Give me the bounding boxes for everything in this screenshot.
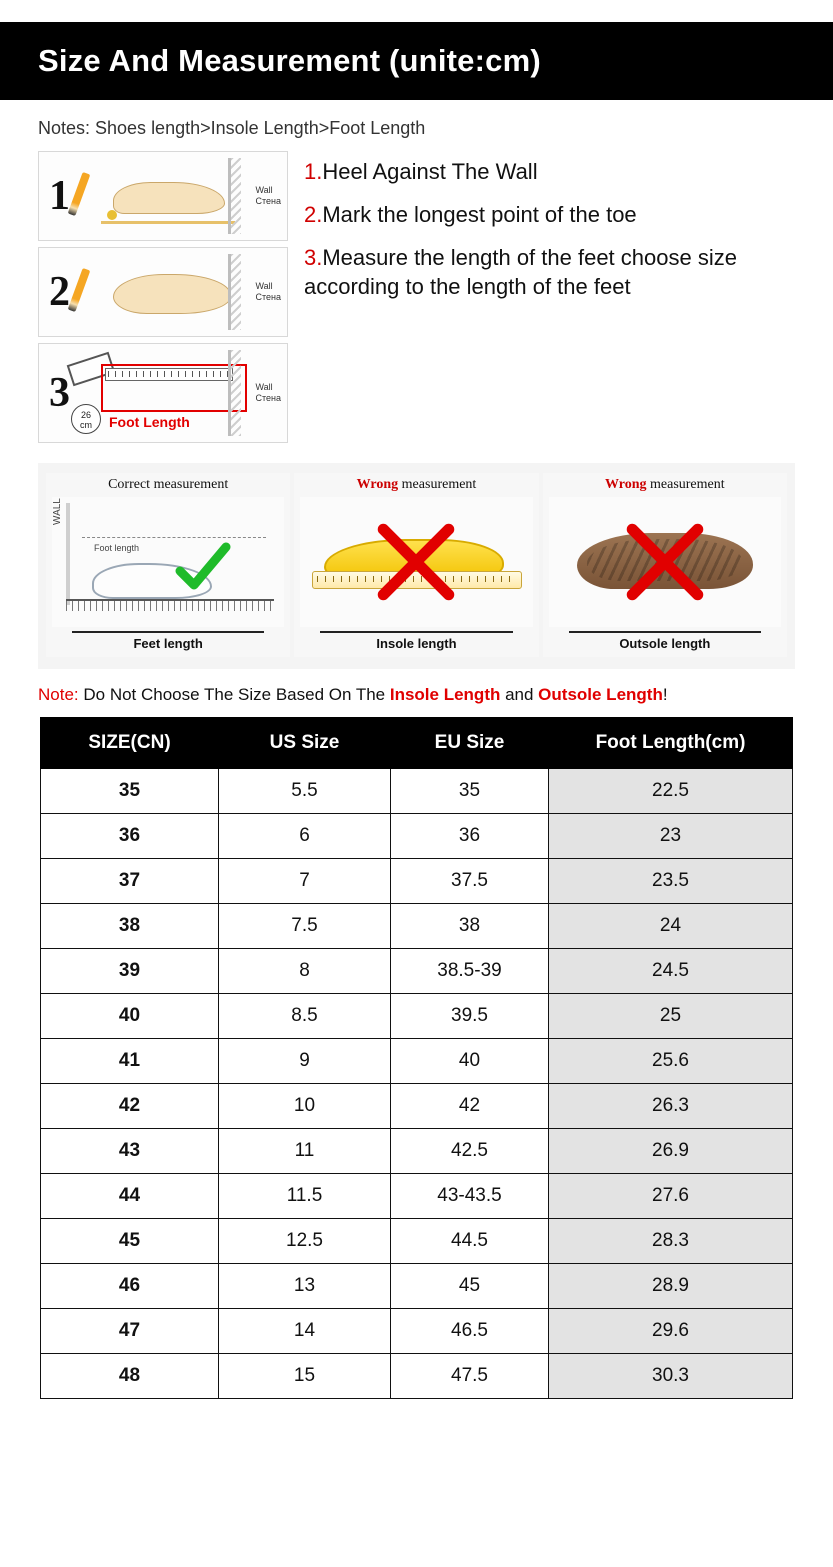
cell-foot-length: 24.5	[549, 949, 793, 994]
note-emphasis-insole: Insole Length	[389, 685, 501, 704]
measurement-comparison	[38, 463, 795, 669]
cell-us-size: 11	[219, 1129, 391, 1174]
comparison-title-prefix: Correct	[108, 477, 151, 492]
wall-text-3	[255, 382, 281, 404]
wall-graphic	[66, 503, 70, 605]
cell-eu-size: 47.5	[391, 1354, 549, 1399]
table-row	[41, 814, 793, 859]
comparison-title-prefix: Wrong	[356, 477, 399, 492]
step-2-text: Mark the longest point of the toe	[322, 202, 637, 228]
cell-eu-size: 45	[391, 1264, 549, 1309]
step-figure-1	[38, 151, 288, 241]
cell-us-size: 12.5	[219, 1219, 391, 1264]
cell-eu-size: 43-43.5	[391, 1174, 549, 1219]
column-header-eu-size: EU Size	[391, 718, 549, 769]
step-figure-3-number: 3	[49, 370, 70, 416]
table-row	[41, 1039, 793, 1084]
wall-label-ru: Стена	[255, 196, 281, 206]
comparison-title-outsole	[549, 477, 781, 493]
comparison-title-correct	[52, 477, 284, 493]
step-1-text: Heel Against The Wall	[322, 159, 538, 184]
cell-size-cn: 40	[41, 994, 219, 1039]
comparison-card-correct	[46, 473, 290, 657]
wall-graphic	[228, 350, 231, 436]
table-row	[41, 949, 793, 994]
cell-eu-size: 37.5	[391, 859, 549, 904]
step-figure-3	[38, 343, 288, 443]
wall-text-1	[255, 185, 281, 207]
cell-us-size: 7	[219, 859, 391, 904]
step-2-number: 2.	[304, 202, 323, 228]
step-1-number: 1.	[304, 159, 323, 184]
comparison-title-insole	[300, 477, 532, 493]
cell-foot-length: 28.9	[549, 1264, 793, 1309]
cell-us-size: 7.5	[219, 904, 391, 949]
cell-size-cn: 43	[41, 1129, 219, 1174]
cell-eu-size: 38	[391, 904, 549, 949]
cell-size-cn: 37	[41, 859, 219, 904]
insole-measure-art	[300, 497, 532, 627]
cell-us-size: 15	[219, 1354, 391, 1399]
notes-line: Notes: Shoes length>Insole Length>Foot Length	[38, 118, 426, 138]
cell-foot-length: 26.9	[549, 1129, 793, 1174]
table-row	[41, 994, 793, 1039]
cell-size-cn: 44	[41, 1174, 219, 1219]
cell-foot-length: 23	[549, 814, 793, 859]
cell-size-cn: 38	[41, 904, 219, 949]
step-figures	[38, 151, 288, 449]
comparison-caption-feet: Feet length	[72, 631, 264, 651]
step-figure-1-number: 1	[49, 173, 70, 219]
table-header-row	[41, 718, 793, 769]
cell-us-size: 8.5	[219, 994, 391, 1039]
cell-eu-size: 42	[391, 1084, 549, 1129]
cell-eu-size: 38.5-39	[391, 949, 549, 994]
cell-size-cn: 45	[41, 1219, 219, 1264]
cell-us-size: 5.5	[219, 769, 391, 814]
cell-foot-length: 22.5	[549, 769, 793, 814]
heel-mark-icon	[107, 210, 117, 220]
cell-us-size: 14	[219, 1309, 391, 1354]
cell-us-size: 10	[219, 1084, 391, 1129]
table-body	[41, 769, 793, 1399]
cell-us-size: 9	[219, 1039, 391, 1084]
comparison-caption-outsole: Outsole length	[569, 631, 761, 651]
wall-label-en: Wall	[255, 185, 273, 196]
cell-us-size: 13	[219, 1264, 391, 1309]
cell-size-cn: 39	[41, 949, 219, 994]
table-row	[41, 1309, 793, 1354]
table-row	[41, 1264, 793, 1309]
measure-steps-section	[0, 151, 833, 449]
check-icon	[172, 539, 232, 599]
cell-eu-size: 36	[391, 814, 549, 859]
pencil-icon	[68, 172, 91, 216]
correct-measure-art	[52, 497, 284, 627]
size-table	[40, 717, 793, 1399]
table-row	[41, 859, 793, 904]
step-3	[304, 243, 807, 301]
cell-foot-length: 28.3	[549, 1219, 793, 1264]
wall-label-en: Wall	[255, 281, 273, 292]
wall-graphic	[228, 254, 231, 330]
table-row	[41, 1174, 793, 1219]
table-row	[41, 1219, 793, 1264]
foot-side-illustration	[113, 182, 225, 214]
note-emphasis-outsole: Outsole Length	[538, 685, 663, 704]
step-figure-2	[38, 247, 288, 337]
cell-eu-size: 44.5	[391, 1219, 549, 1264]
measurement-highlight-box	[101, 364, 247, 412]
comparison-caption-insole: Insole length	[320, 631, 512, 651]
header-bar	[0, 22, 833, 100]
note-suffix: !	[662, 685, 668, 704]
cell-eu-size: 42.5	[391, 1129, 549, 1174]
table-row	[41, 1129, 793, 1174]
cell-size-cn: 42	[41, 1084, 219, 1129]
cm-badge: 26 cm	[71, 404, 101, 434]
cell-eu-size: 35	[391, 769, 549, 814]
floor-line	[101, 221, 235, 224]
cell-size-cn: 35	[41, 769, 219, 814]
cell-foot-length: 29.6	[549, 1309, 793, 1354]
cell-size-cn: 48	[41, 1354, 219, 1399]
step-3-text: Measure the length of the feet choose size according to the length of the feet	[304, 245, 737, 300]
cell-us-size: 6	[219, 814, 391, 859]
table-row	[41, 904, 793, 949]
comparison-card-outsole	[543, 473, 787, 657]
wall-vertical-label: WALL	[52, 498, 63, 525]
comparison-card-insole	[294, 473, 538, 657]
page-title: Size And Measurement (unite:cm)	[38, 43, 541, 78]
foot-length-label: Foot Length	[109, 414, 190, 430]
note-body: Do Not Choose The Size Based On The	[78, 685, 390, 704]
step-1	[304, 157, 807, 186]
step-3-number: 3.	[304, 245, 323, 271]
table-row	[41, 769, 793, 814]
table-row	[41, 1354, 793, 1399]
foot-length-mini-label: Foot length	[94, 543, 140, 553]
cell-eu-size: 40	[391, 1039, 549, 1084]
note-mid: and	[500, 685, 539, 704]
outsole-measure-art	[549, 497, 781, 627]
floor-ruler-graphic	[66, 599, 274, 611]
foot-top-illustration	[113, 274, 231, 314]
size-chart-page	[0, 22, 833, 1567]
cell-size-cn: 41	[41, 1039, 219, 1084]
warning-note	[38, 685, 833, 705]
wall-label-ru: Стена	[255, 393, 281, 403]
cross-icon	[373, 519, 459, 605]
comparison-title-suffix: measurement	[398, 477, 477, 492]
step-instructions	[304, 151, 807, 449]
wall-text-2	[255, 281, 281, 303]
cell-size-cn: 47	[41, 1309, 219, 1354]
comparison-title-suffix: measurement	[150, 477, 229, 492]
table-row	[41, 1084, 793, 1129]
cell-eu-size: 39.5	[391, 994, 549, 1039]
column-header-size-cn: SIZE(CN)	[41, 718, 219, 769]
note-prefix: Note:	[38, 685, 79, 704]
cell-foot-length: 25.6	[549, 1039, 793, 1084]
cell-us-size: 8	[219, 949, 391, 994]
comparison-title-prefix: Wrong	[605, 477, 647, 492]
cross-icon	[622, 519, 708, 605]
column-header-us-size: US Size	[219, 718, 391, 769]
dimension-line	[82, 537, 266, 538]
cell-foot-length: 26.3	[549, 1084, 793, 1129]
cell-foot-length: 30.3	[549, 1354, 793, 1399]
cell-foot-length: 24	[549, 904, 793, 949]
wall-graphic	[228, 158, 231, 234]
cell-eu-size: 46.5	[391, 1309, 549, 1354]
column-header-foot-length: Foot Length(cm)	[549, 718, 793, 769]
cell-size-cn: 46	[41, 1264, 219, 1309]
wall-label-en: Wall	[255, 382, 273, 393]
wall-label-ru: Стена	[255, 292, 281, 302]
cell-foot-length: 25	[549, 994, 793, 1039]
step-figure-2-number: 2	[49, 269, 70, 315]
comparison-title-suffix: measurement	[646, 477, 725, 492]
cell-size-cn: 36	[41, 814, 219, 859]
pencil-icon	[68, 268, 91, 312]
cell-foot-length: 27.6	[549, 1174, 793, 1219]
cell-us-size: 11.5	[219, 1174, 391, 1219]
step-2	[304, 200, 807, 229]
cell-foot-length: 23.5	[549, 859, 793, 904]
